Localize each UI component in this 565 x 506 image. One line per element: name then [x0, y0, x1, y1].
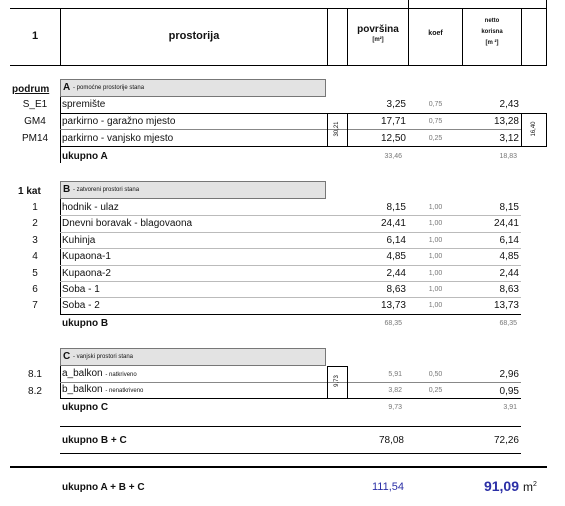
- row-coef: 1,00: [428, 253, 443, 261]
- row-coef: 0,25: [428, 387, 443, 394]
- row-area: 8,63: [386, 284, 406, 295]
- row-area: 2,44: [386, 267, 406, 279]
- row-net: 4,85: [499, 251, 519, 263]
- section-a-title: - pomoćne prostorije stana: [73, 85, 145, 91]
- total-b-area: 68,35: [384, 320, 402, 327]
- row-id: PM14: [21, 133, 49, 144]
- row-coef: 0,50: [428, 371, 443, 378]
- merged-area-a: 30,21: [334, 121, 340, 137]
- total-a-net: 18,83: [499, 153, 517, 160]
- row-net: 2,96: [499, 369, 519, 380]
- row-net: 13,28: [493, 116, 519, 127]
- total-b-net: 68,35: [499, 320, 517, 327]
- row-net: 13,73: [493, 300, 519, 312]
- row-name: Kupaona-2: [62, 267, 111, 279]
- section-b-letter: B: [63, 184, 71, 195]
- row-id: 6: [32, 284, 38, 295]
- row-net: 0,95: [499, 386, 519, 397]
- row-net: 8,15: [499, 202, 519, 213]
- col-net-header-1: netto: [484, 18, 500, 24]
- row-area: 4,85: [386, 251, 406, 263]
- row-name: Dnevni boravak - blagovaona: [62, 218, 193, 230]
- row-coef: 1,00: [428, 220, 443, 228]
- col-net-header-3: [m ²]: [485, 40, 499, 46]
- row-area: 5,91: [388, 371, 402, 378]
- col-room-header: prostorija: [168, 30, 220, 42]
- row-coef: 1,00: [428, 269, 443, 277]
- section-b-box: [60, 181, 326, 199]
- col-net-header-2: korisna: [481, 29, 503, 35]
- section-a-letter: A: [63, 82, 71, 93]
- total-bc-net: 72,26: [493, 435, 519, 446]
- row-coef: 0,75: [428, 101, 443, 108]
- total-b-label: ukupno B: [62, 318, 109, 329]
- total-c-area: 9,73: [388, 404, 402, 411]
- grand-total-label: ukupno A + B + C: [62, 482, 145, 493]
- row-name: parkirno - garažno mjesto: [62, 116, 176, 127]
- row-name: Kuhinja: [62, 234, 96, 246]
- row-name: Soba - 2: [62, 300, 100, 312]
- col-coef-header: koef: [428, 30, 443, 37]
- row-net: 2,43: [499, 99, 519, 110]
- row-id: S_E1: [22, 99, 48, 110]
- row-coef: 1,00: [428, 236, 443, 244]
- grand-total-area: 111,54: [371, 481, 404, 493]
- row-id: 2: [32, 218, 38, 230]
- section-a-box: [60, 79, 326, 97]
- row-id: 4: [32, 251, 38, 263]
- row-id: 7: [32, 300, 38, 312]
- merged-net-a: 16,40: [531, 121, 537, 137]
- row-name: Kupaona-1: [62, 251, 111, 263]
- row-net: 6,14: [499, 234, 519, 246]
- row-area: 12,50: [380, 133, 406, 144]
- row-id: 1: [32, 202, 38, 213]
- total-c-label: ukupno C: [62, 402, 109, 413]
- row-net: 3,12: [499, 133, 519, 144]
- row-area: 6,14: [386, 234, 406, 246]
- total-bc-label: ukupno B + C: [62, 435, 127, 446]
- section-c-box: [60, 348, 326, 366]
- merged-area-c: 9,73: [334, 375, 340, 387]
- row-name: a_balkon - natkriveno: [62, 368, 137, 379]
- grand-total-unit: $m^2$: [523, 480, 537, 494]
- row-id: 8.2: [28, 386, 42, 397]
- total-c-net: 3,91: [503, 404, 517, 411]
- row-net: 2,44: [499, 267, 519, 279]
- row-area: 3,25: [386, 99, 406, 110]
- row-name: b_balkon - nenatkriveno: [62, 384, 144, 395]
- col-number-header: 1: [31, 30, 39, 42]
- row-net: 8,63: [499, 284, 519, 295]
- section-b-title: - zatvoreni prostori stana: [73, 187, 140, 193]
- row-area: 8,15: [386, 202, 406, 213]
- section-c-title: - vanjski prostori stana: [73, 354, 134, 360]
- row-coef: 0,75: [428, 118, 443, 125]
- row-name: parkirno - vanjsko mjesto: [62, 133, 174, 144]
- row-net: 24,41: [493, 218, 519, 230]
- row-area: 3,82: [388, 387, 402, 394]
- row-id: 3: [32, 234, 38, 246]
- grand-total-net: 91,09: [483, 478, 519, 494]
- total-a-area: 33,46: [384, 153, 402, 160]
- col-area-header: površina: [357, 24, 399, 35]
- row-coef: 1,00: [428, 204, 443, 211]
- total-bc-area: 78,08: [378, 435, 404, 446]
- row-name: hodnik - ulaz: [62, 202, 119, 213]
- col-area-unit: [m²]: [372, 37, 384, 43]
- row-coef: 0,25: [428, 135, 443, 142]
- row-area: 13,73: [380, 300, 406, 312]
- row-area: 24,41: [380, 218, 406, 230]
- row-id: 5: [32, 267, 38, 279]
- row-area: 17,71: [380, 116, 406, 127]
- row-id: 8.1: [28, 369, 42, 380]
- row-name: spremište: [62, 99, 106, 110]
- section-c-letter: C: [63, 351, 71, 362]
- level-label-podrum: podrum: [12, 84, 50, 95]
- row-coef: 1,00: [428, 286, 443, 293]
- level-label-kat: 1 kat: [18, 186, 41, 197]
- total-a-label: ukupno A: [62, 151, 108, 162]
- row-id: GM4: [24, 116, 46, 127]
- row-name: Soba - 1: [62, 284, 100, 295]
- row-coef: 1,00: [428, 302, 443, 310]
